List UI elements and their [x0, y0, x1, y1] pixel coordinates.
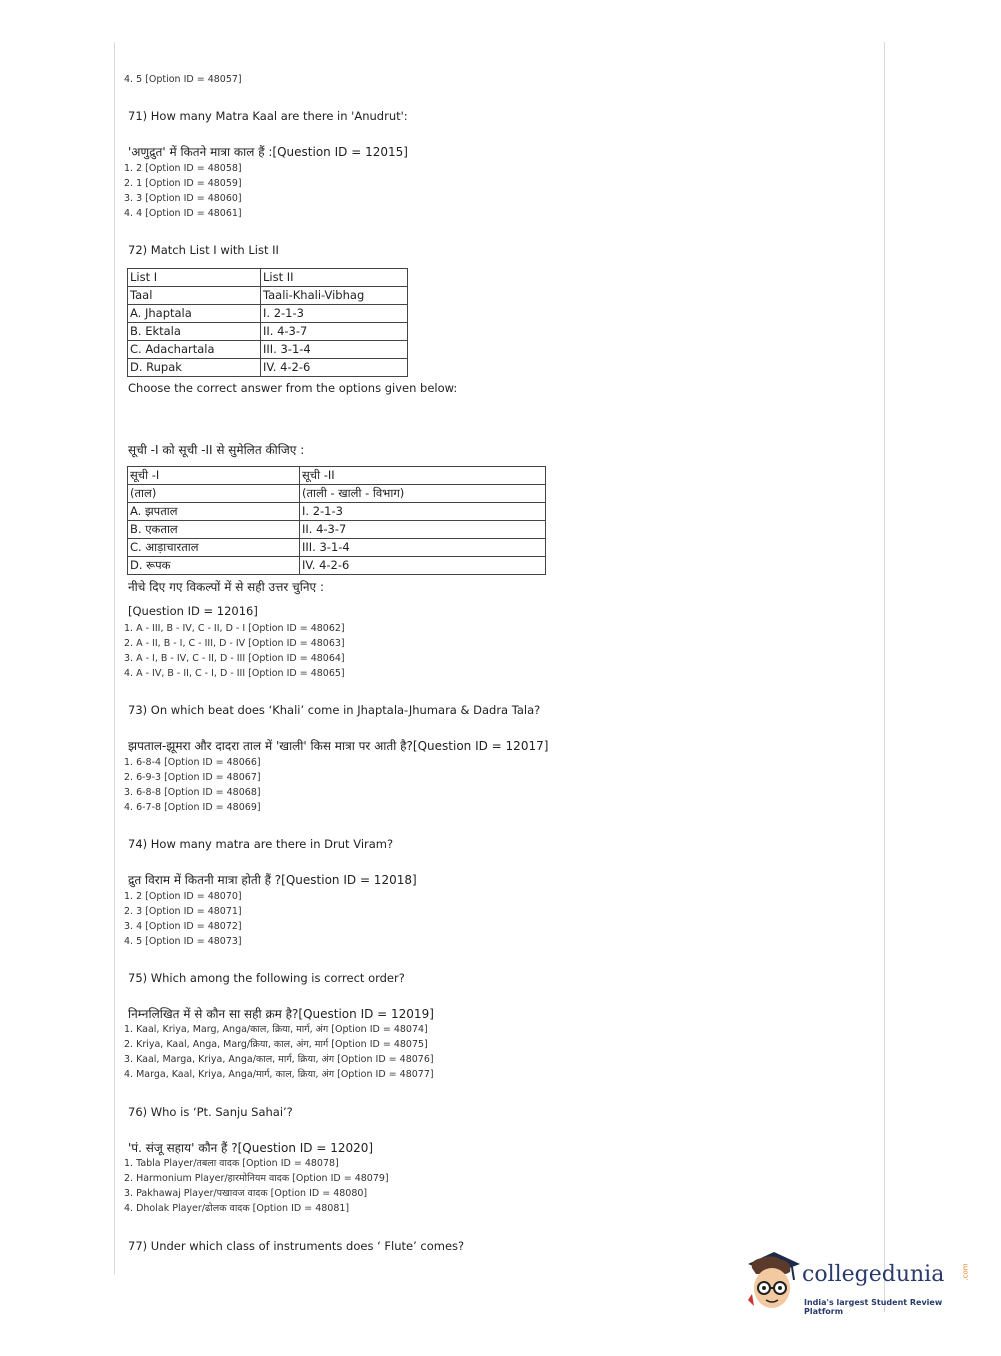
table-cell: C. आड़ाचारताल [128, 539, 300, 557]
match-table-english [127, 268, 408, 377]
q72-choose-hindi: नीचे दिए गए विकल्पों में से सही उत्तर चुनिए : [128, 580, 325, 594]
option-item: 1. 2 [Option ID = 48058] [124, 163, 242, 174]
logo-suffix: .com [961, 1263, 970, 1281]
option-item: 2. A - II, B - I, C - III, D - IV [Option ID = 48063] [124, 638, 345, 649]
table-cell: List I [128, 269, 261, 287]
option-item: 3. 4 [Option ID = 48072] [124, 921, 242, 932]
table-cell: सूची -II [300, 467, 546, 485]
table-cell: Taal [128, 287, 261, 305]
table-row [128, 539, 546, 557]
collegedunia-logo [742, 1248, 972, 1318]
left-margin-line [114, 42, 115, 1274]
option-item: 2. Kriya, Kaal, Anga, Marg/क्रिया, काल, अंग, मार्ग [Option ID = 48075] [124, 1039, 428, 1050]
q74-hindi: द्रुत विराम में कितनी मात्रा होती हैं ?[Question ID = 12018] [128, 873, 417, 887]
table-row [128, 359, 408, 377]
option-item: 4. 4 [Option ID = 48061] [124, 208, 242, 219]
table-row [128, 557, 546, 575]
q72-choose-english: Choose the correct answer from the options given below: [128, 381, 458, 395]
q76-hindi: 'पं. संजू सहाय' कौन हैं ?[Question ID = 12020] [128, 1141, 374, 1155]
table-cell: A. झपताल [128, 503, 300, 521]
table-row [128, 521, 546, 539]
q72-hindi-title: सूची -I को सूची -II से सुमेलित कीजिए : [128, 443, 305, 457]
option-item: 2. 6-9-3 [Option ID = 48067] [124, 772, 261, 783]
option-item: 4. Marga, Kaal, Kriya, Anga/मार्ग, काल, क्रिया, अंग [Option ID = 48077] [124, 1069, 434, 1080]
option-item: 3. Kaal, Marga, Kriya, Anga/काल, मार्ग, क्रिया, अंग [Option ID = 48076] [124, 1054, 434, 1065]
option-item: 1. A - III, B - IV, C - II, D - I [Option ID = 48062] [124, 623, 345, 634]
table-cell: सूची -I [128, 467, 300, 485]
right-margin-line [884, 42, 885, 1312]
option-item: 4. 6-7-8 [Option ID = 48069] [124, 802, 261, 813]
table-row [128, 485, 546, 503]
table-cell: (ताल) [128, 485, 300, 503]
table-cell: Taali-Khali-Vibhag [261, 287, 408, 305]
match-table-hindi [127, 466, 546, 575]
option-item: 1. 6-8-4 [Option ID = 48066] [124, 757, 261, 768]
option-item: 1. Tabla Player/तबला वादक [Option ID = 48078] [124, 1158, 339, 1169]
table-row [128, 269, 408, 287]
table-cell: A. Jhaptala [128, 305, 261, 323]
option-list [124, 1156, 389, 1216]
q72-english: 72) Match List I with List II [128, 243, 279, 257]
q73-hindi: झपताल-झूमरा और दादरा ताल में 'खाली' किस मात्रा पर आती है?[Question ID = 12017] [128, 739, 549, 753]
option-list [124, 755, 261, 815]
table-cell: I. 2-1-3 [261, 305, 408, 323]
option-item: 1. Kaal, Kriya, Marg, Anga/काल, क्रिया, मार्ग, अंग [Option ID = 48074] [124, 1024, 428, 1035]
table-cell: I. 2-1-3 [300, 503, 546, 521]
option-list [124, 621, 345, 681]
option-item: 3. 6-8-8 [Option ID = 48068] [124, 787, 261, 798]
option-item: 3. Pakhawaj Player/पखावज वादक [Option ID = 48080] [124, 1188, 368, 1199]
option-item: 2. 1 [Option ID = 48059] [124, 178, 242, 189]
table-cell: B. एकताल [128, 521, 300, 539]
option-item: 1. 2 [Option ID = 48070] [124, 891, 242, 902]
q75-english: 75) Which among the following is correct order? [128, 971, 405, 985]
table-cell: B. Ektala [128, 323, 261, 341]
table-row [128, 467, 546, 485]
option-item: 4. Dholak Player/ढोलक वादक [Option ID = 48081] [124, 1203, 350, 1214]
table-row [128, 341, 408, 359]
option-list [124, 889, 242, 949]
q71-hindi: 'अणुद्रुत' में कितने मात्रा काल हैं :[Question ID = 12015] [128, 145, 408, 159]
table-cell: List II [261, 269, 408, 287]
q74-english: 74) How many matra are there in Drut Viram? [128, 837, 394, 851]
option-list [124, 1022, 434, 1082]
option-item: 4. A - IV, B - II, C - I, D - III [Option ID = 48065] [124, 668, 345, 679]
table-cell: D. Rupak [128, 359, 261, 377]
top-option: 4. 5 [Option ID = 48057] [124, 74, 242, 85]
q76-english: 76) Who is ‘Pt. Sanju Sahai’? [128, 1105, 293, 1119]
q73-english: 73) On which beat does ‘Khali’ come in Jhaptala-Jhumara & Dadra Tala? [128, 703, 541, 717]
table-cell: III. 3-1-4 [261, 341, 408, 359]
table-cell: II. 4-3-7 [261, 323, 408, 341]
q77-english: 77) Under which class of instruments does ‘ Flute’ comes? [128, 1239, 465, 1253]
table-cell: IV. 4-2-6 [261, 359, 408, 377]
table-row [128, 287, 408, 305]
table-cell: (ताली - खाली - विभाग) [300, 485, 546, 503]
table-cell: D. रूपक [128, 557, 300, 575]
table-cell: C. Adachartala [128, 341, 261, 359]
option-item: 2. 3 [Option ID = 48071] [124, 906, 242, 917]
table-cell: III. 3-1-4 [300, 539, 546, 557]
option-item: 3. 3 [Option ID = 48060] [124, 193, 242, 204]
option-item: 2. Harmonium Player/हारमोनियम वादक [Option ID = 48079] [124, 1173, 389, 1184]
logo-name: collegedunia [802, 1262, 945, 1287]
option-list [124, 161, 242, 221]
option-item: 3. A - I, B - IV, C - II, D - III [Option ID = 48064] [124, 653, 345, 664]
q72-question-id: [Question ID = 12016] [128, 604, 258, 618]
table-row [128, 503, 546, 521]
mascot-icon [742, 1250, 802, 1312]
logo-tagline: India's largest Student Review Platform [804, 1298, 943, 1316]
q71-english: 71) How many Matra Kaal are there in 'Anudrut': [128, 109, 408, 123]
table-row [128, 305, 408, 323]
q75-hindi: निम्नलिखित में से कौन सा सही क्रम है?[Question ID = 12019] [128, 1007, 434, 1021]
table-row [128, 323, 408, 341]
option-item: 4. 5 [Option ID = 48073] [124, 936, 242, 947]
table-cell: II. 4-3-7 [300, 521, 546, 539]
table-cell: IV. 4-2-6 [300, 557, 546, 575]
